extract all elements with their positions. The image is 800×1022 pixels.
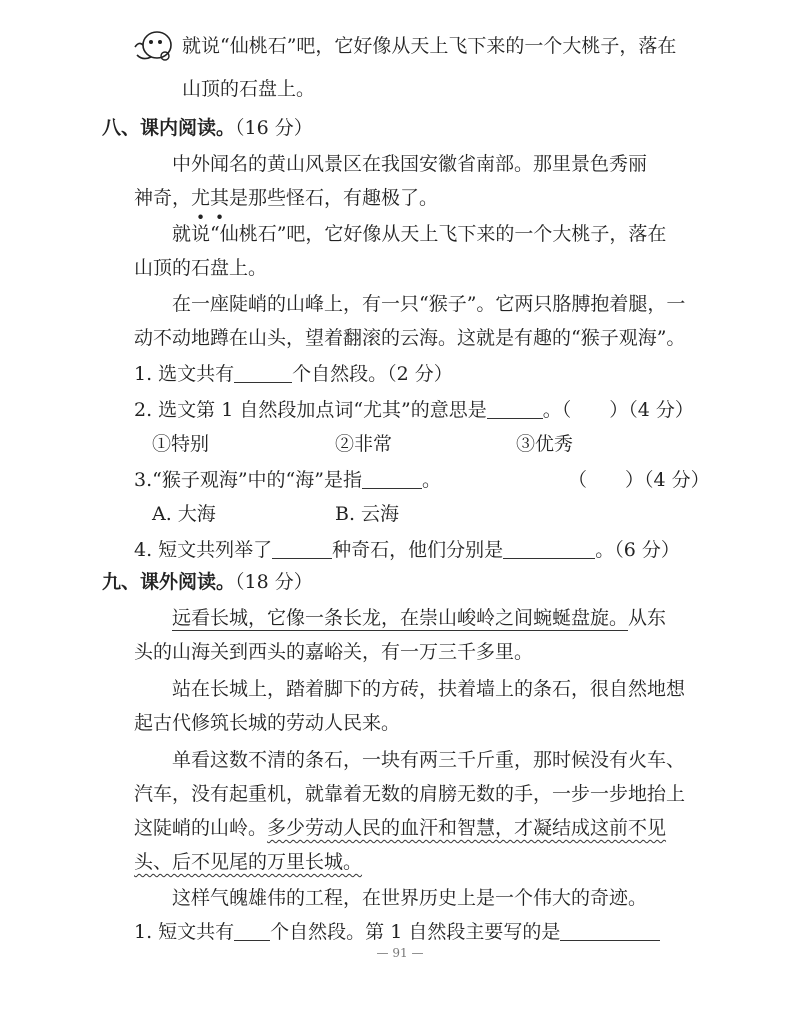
s9-para1-rest: 从东 [628,607,667,629]
s8-para2-line2: 山顶的石盘上。 [134,257,268,279]
s9-q1-count-blank[interactable] [234,920,270,941]
s8-q4-count-blank[interactable] [272,538,332,559]
s9-para2-line1: 站在长城上，踏着脚下的方砖，扶着墙上的条石，很自然地想 [172,678,686,700]
s8-q2-option-2[interactable]: ②非常 [335,433,393,455]
s8-q4-suffix: 。（6 分） [595,539,680,561]
s9-question-1 [134,918,660,946]
s8-q3-prompt: 3.“猴子观海”中的“海”是指 [134,469,362,491]
s8-q4-names-blank[interactable] [503,538,595,559]
s8-para2-line1: 就说“仙桃石”吧，它好像从天上飞下来的一个大桃子，落在 [172,223,667,245]
s9-para4: 这样气魄雄伟的工程，在世界历史上是一个伟大的奇迹。 [172,887,648,909]
s9-q1-summary-blank[interactable] [560,920,660,941]
bubble-text-line-1: 就说“仙桃石”吧，它好像从天上飞下来的一个大桃子，落在 [182,35,677,57]
dotted-word-you: 尤 [191,187,211,209]
page-number: — 91 — [376,946,424,960]
s9-para2-line2: 起古代修筑长城的劳动人民来。 [134,712,401,734]
section-8-title: 八、课内阅读。 [102,117,236,139]
s8-question-2 [134,396,694,424]
s8-q3-points: （ ）（4 分） [568,469,710,491]
s8-para1-text-a: 神奇， [134,187,192,209]
s8-q2-answer-blank[interactable] [487,398,543,419]
s8-question-4 [134,536,680,564]
bubble-text-line-2: 山顶的石盘上。 [182,78,316,100]
s8-q2-option-1[interactable]: ①特别 [152,433,210,455]
section-9-points: （18 分） [235,571,313,593]
s9-para1-line1 [172,604,666,632]
dotted-word-qi: 其 [210,187,230,209]
s8-question-1 [134,360,453,388]
section-9-heading [102,568,313,596]
s8-q3-option-a[interactable]: A. 大海 [152,503,216,525]
s9-para3-text-a: 这陡峭的山岭。 [134,817,268,839]
section-8-points: （16 分） [235,117,313,139]
s8-q3-option-b[interactable]: B. 云海 [335,503,400,525]
s8-question-3 [134,466,441,494]
s9-q1-prompt: 1. 短文共有 [134,921,235,943]
s8-q3-answer-blank[interactable] [362,468,422,489]
cartoon-mascot-icon [131,29,173,63]
section-8-heading [102,114,313,142]
s9-para3-line4 [134,848,362,876]
s8-q2-suffix: 。（ ）（4 分） [542,399,694,421]
s8-para1-text-b: 是那些怪石，有趣极了。 [229,187,439,209]
s9-para3-wavy-b: 头、后不见尾的万里长城。 [134,851,363,873]
s8-q3-suffix: 。 [421,469,441,491]
s8-q2-prompt: 2. 选文第 1 自然段加点词“尤其”的意思是 [134,399,487,421]
s9-para1-line2: 头的山海关到西头的嘉峪关，有一万三千多里。 [134,641,534,663]
s8-para3-line2: 动不动地蹲在山头，望着翻滚的云海。这就是有趣的“猴子观海”。 [134,327,686,349]
s8-q4-middle: 种奇石，他们分别是 [332,539,504,561]
s9-para3-wavy-a: 多少劳动人民的血汗和智慧，才凝结成这前不见 [267,817,667,839]
s9-para3-line1: 单看这数不清的条石，一块有两三千斤重，那时候没有火车、 [172,749,686,771]
s8-q1-suffix: 个自然段。（2 分） [292,363,453,385]
s9-q1-middle: 个自然段。第 1 自然段主要写的是 [270,921,561,943]
s8-para3-line1: 在一座陡峭的山峰上，有一只“猴子”。它两只胳膊抱着腿，一 [172,293,686,315]
section-9-title: 九、课外阅读。 [102,571,236,593]
s8-para1-line1: 中外闻名的黄山风景区在我国安徽省南部。那里景色秀丽 [172,153,648,175]
s9-para1-underlined: 远看长城，它像一条长龙，在崇山峻岭之间蜿蜒盘旋。 [172,607,629,629]
s9-para3-line3 [134,814,666,842]
s8-q4-prompt: 4. 短文共列举了 [134,539,273,561]
s8-para1-line2 [134,184,438,212]
s8-q1-prompt: 1. 选文共有 [134,363,235,385]
s9-para3-line2: 汽车，没有起重机，就靠着无数的肩膀无数的手，一步一步地抬上 [134,783,686,805]
s8-q1-answer-blank[interactable] [234,362,292,383]
s8-q2-option-3[interactable]: ③优秀 [516,433,574,455]
